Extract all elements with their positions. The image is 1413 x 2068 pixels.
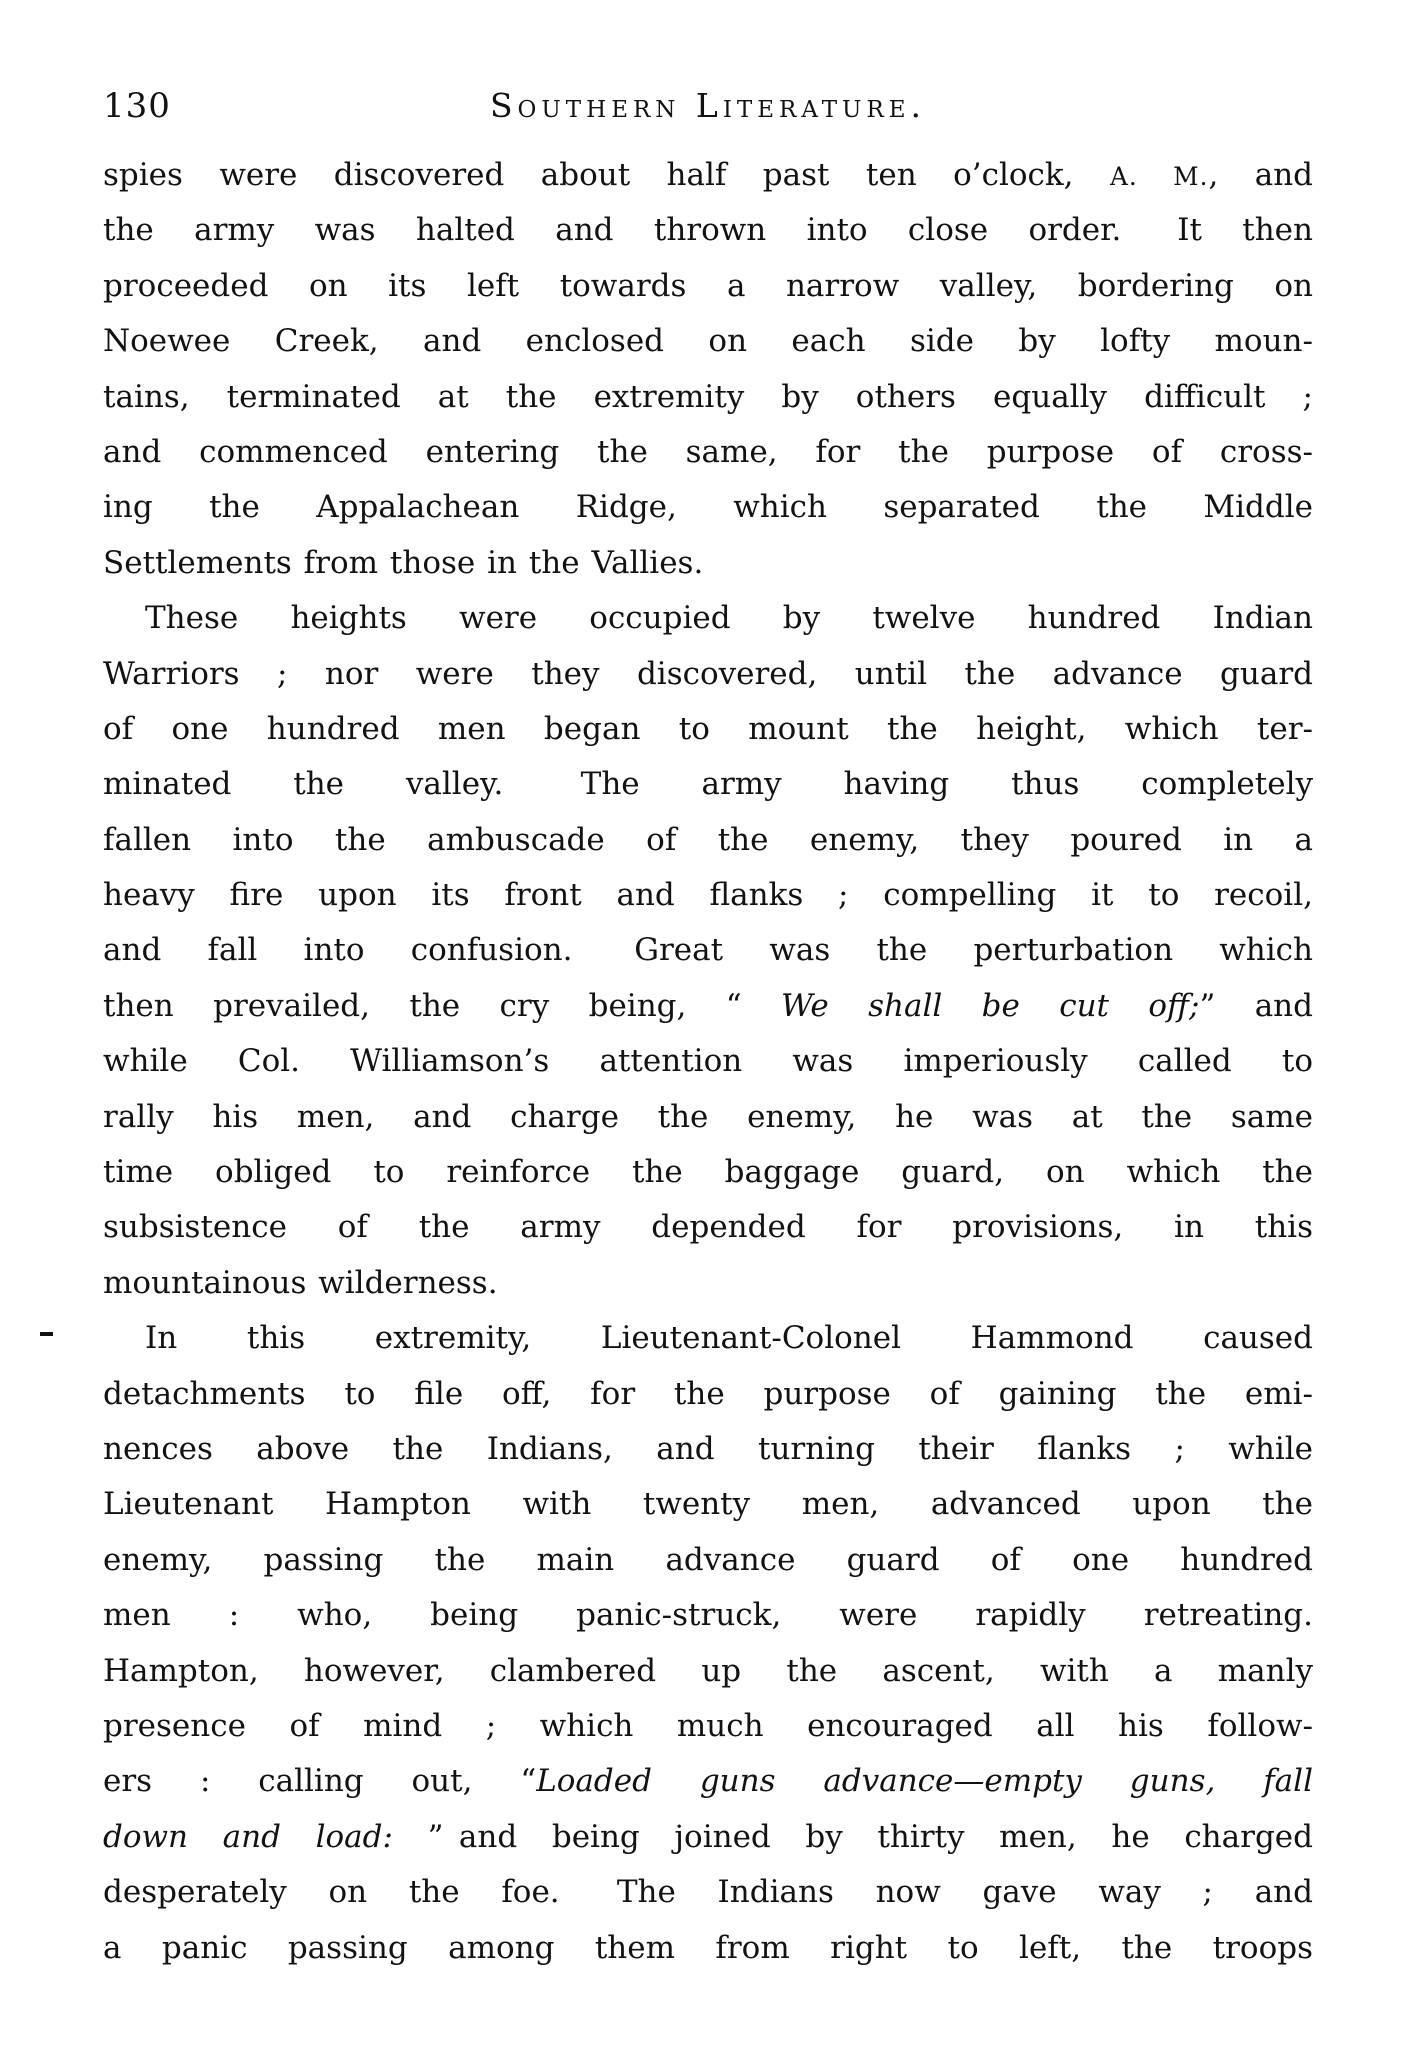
text-line <box>103 1034 1313 1089</box>
page-body <box>103 148 1313 1976</box>
text-line <box>103 979 1313 1034</box>
text-line <box>103 314 1313 369</box>
running-title: Southern Literature. <box>489 86 927 125</box>
body-text-segment: and commenced entering the same, for the purpose of cross- <box>103 433 1313 470</box>
body-text-segment: These heights were occupied by twelve hundred Indian <box>145 600 1313 637</box>
text-line <box>103 591 1313 646</box>
body-text-segment: men : who, being panic-struck, were rapidly retreating. <box>103 1597 1313 1634</box>
text-line <box>103 1145 1313 1200</box>
body-text-segment: Lieutenant Hampton with twenty men, advanced upon the <box>103 1486 1313 1523</box>
body-text-segment: the army was halted and thrown into close order. It then <box>103 212 1313 249</box>
body-text-segment: ing the Appalachean Ridge, which separated the Middle <box>103 489 1313 526</box>
margin-mark <box>40 1332 53 1336</box>
italic-text: We shall be cut off; <box>781 987 1200 1024</box>
body-text-segment: a panic passing among them from right to left, the troops <box>103 1929 1313 1966</box>
text-line <box>103 1699 1313 1754</box>
body-text-segment: Noewee Creek, and enclosed on each side by lofty moun- <box>103 323 1313 360</box>
text-line <box>103 1533 1313 1588</box>
body-text-segment: time obliged to reinforce the baggage guard, on which the <box>103 1154 1313 1191</box>
body-text-segment: desperately on the foe. The Indians now gave way ; and <box>103 1874 1313 1911</box>
text-line <box>103 1865 1313 1920</box>
body-text-segment: mountainous wilderness. <box>103 1264 498 1301</box>
text-line <box>103 1810 1313 1865</box>
text-line <box>103 536 1313 591</box>
body-text-segment: presence of mind ; which much encouraged all his follow- <box>103 1707 1313 1744</box>
body-text-segment: tains, terminated at the extremity by others equally difficult ; <box>103 378 1313 415</box>
body-text-segment: and fall into confusion. Great was the perturbation which <box>103 932 1313 969</box>
body-text-segment: , and <box>1208 157 1314 193</box>
italic-text: Loaded guns advance—empty guns, fall <box>536 1763 1313 1800</box>
text-line <box>103 259 1313 314</box>
body-text-segment: then prevailed, the cry being, “ <box>103 987 782 1024</box>
body-text-segment: enemy, passing the main advance guard of one hundred <box>103 1541 1313 1578</box>
body-text-segment: proceeded on its left towards a narrow valley, bordering on <box>103 267 1313 304</box>
body-text-segment: heavy fire upon its front and flanks ; compelling it to recoil, <box>103 877 1313 914</box>
text-line <box>103 1754 1313 1809</box>
body-text-segment: ” and being joined by thirty men, he charged <box>427 1818 1313 1855</box>
text-line <box>103 702 1313 757</box>
text-line <box>103 148 1313 203</box>
page-header <box>103 86 1313 130</box>
body-text-segment: ” and <box>1199 987 1313 1024</box>
body-text-segment: spies were discovered about half past ten o’clock, <box>103 157 1110 193</box>
body-text-segment: subsistence of the army depended for provisions, in this <box>103 1209 1313 1246</box>
body-text-segment: rally his men, and charge the enemy, he was at the same <box>103 1098 1313 1135</box>
text-line <box>103 370 1313 425</box>
body-text-segment: In this extremity, Lieutenant-Colonel Hammond caused <box>145 1320 1313 1357</box>
text-line <box>103 1090 1313 1145</box>
body-text-segment: while Col. Williamson’s attention was imperiously called to <box>103 1043 1313 1080</box>
text-line <box>103 1477 1313 1532</box>
body-text-segment: A. M. <box>1109 162 1209 191</box>
italic-text: down and load: <box>103 1818 428 1855</box>
text-line <box>103 1256 1313 1311</box>
body-text-segment: nences above the Indians, and turning their flanks ; while <box>103 1430 1313 1467</box>
text-line <box>103 868 1313 923</box>
text-line <box>103 1588 1313 1643</box>
text-line <box>103 203 1313 258</box>
text-line <box>103 1921 1313 1976</box>
text-line <box>103 757 1313 812</box>
body-text-segment: detachments to file off, for the purpose of gaining the emi- <box>103 1375 1313 1412</box>
text-line <box>103 1422 1313 1477</box>
body-text-segment: minated the valley. The army having thus completely <box>103 766 1313 803</box>
body-text-segment: fallen into the ambuscade of the enemy, they poured in a <box>103 821 1313 858</box>
text-line <box>103 1367 1313 1422</box>
text-line <box>103 1200 1313 1255</box>
body-text-segment: Settlements from those in the Vallies. <box>103 544 704 581</box>
text-line <box>103 480 1313 535</box>
text-line <box>103 923 1313 978</box>
body-text-segment: ers : calling out, “ <box>103 1763 537 1800</box>
text-line <box>103 1644 1313 1699</box>
text-line <box>103 647 1313 702</box>
body-text-segment: Hampton, however, clambered up the ascent, with a manly <box>103 1652 1313 1689</box>
page-number: 130 <box>103 86 171 126</box>
body-text-segment: Warriors ; nor were they discovered, until the advance guard <box>103 655 1313 692</box>
body-text-segment: of one hundred men began to mount the height, which ter- <box>103 710 1313 747</box>
text-line <box>103 425 1313 480</box>
text-line <box>103 813 1313 868</box>
text-line <box>103 1311 1313 1366</box>
